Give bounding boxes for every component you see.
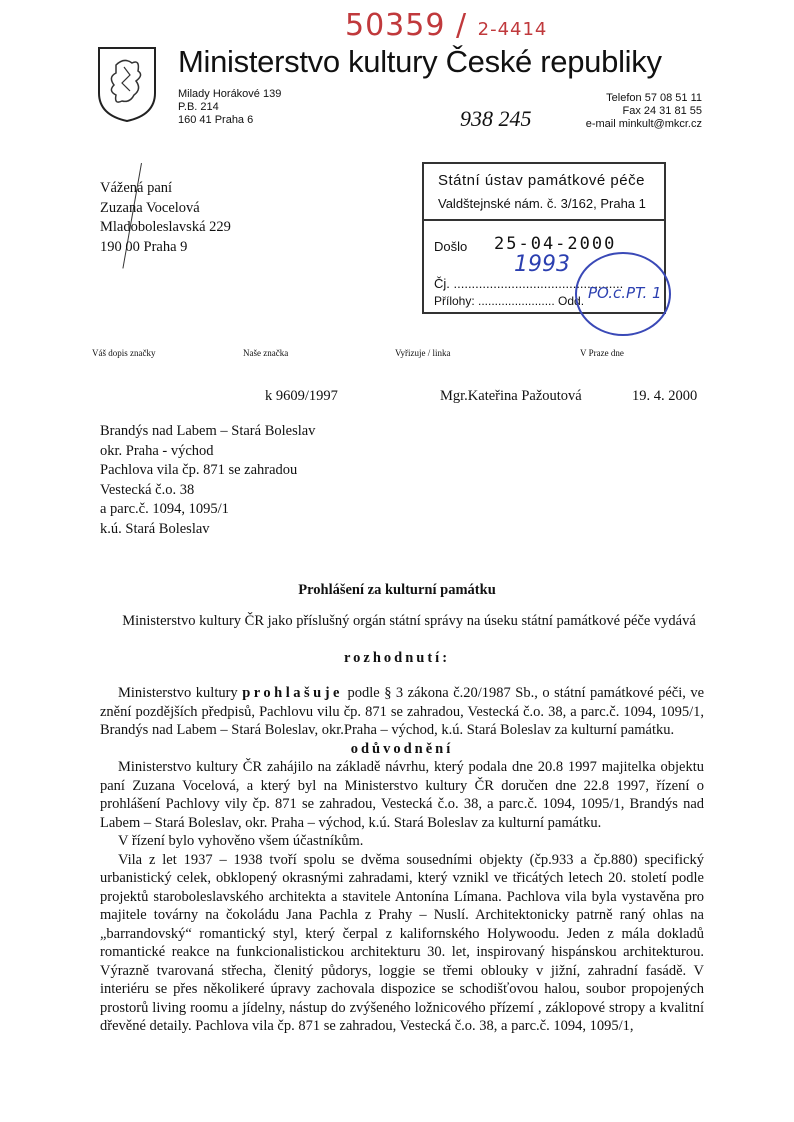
stamp-number: 1993 — [514, 252, 570, 277]
handwritten-annotation: PO.c.PT. 1 — [588, 284, 662, 302]
decision-paragraph: Ministerstvo kultury prohlašuje podle § 3 zákona č.20/1987 Sb., o státní památkové péči, ve znění pozdějších předpisů, Pachlovu vilu čp. 871 se zahradou, Vestecká č.o. 38, a parc.č. 1094, 1095/1, Brandýs nad Labem – Stará Boleslav, okr.Praha – východ, k.ú. Stará Boleslav za kulturní památku. — [100, 685, 705, 738]
stamp-date: 25-04-2000 — [494, 234, 617, 254]
label-our-ref: Naše značka — [243, 348, 289, 358]
our-ref-value: k 9609/1997 — [265, 388, 338, 404]
stamp-attachments: Přílohy: ....................... Odd. — [434, 294, 585, 308]
handwritten-number: 938 245 — [460, 106, 532, 131]
handled-by-value: Mgr.Kateřina Pažoutová — [440, 388, 582, 404]
decision-heading: rozhodnutí: — [343, 650, 451, 666]
subject-block: Brandýs nad Labem – Stará Boleslav okr. Praha - východ Pachlova vila čp. 871 se zahradou Vestecká č.o. 38 a parc.č. 1094, 1095/1 k.ú. Stará Boleslav — [100, 423, 316, 537]
state-emblem — [96, 45, 158, 123]
label-your-letter: Váš dopis značky — [92, 348, 156, 358]
label-handled-by: Vyřizuje / linka — [395, 348, 451, 358]
stamp-received-label: Došlo — [434, 239, 468, 254]
ministry-address: Milady Horákové 139 P.B. 214 160 41 Praha 6 — [178, 88, 282, 126]
paragraph: Ministerstvo kultury ČR zahájilo na základě návrhu, který podala dne 20.8 1997 majitelka objektu paní Zuzana Vocelová, a který byl na Ministerstvo kultury ČR doručen dne 22.8 1997, řízení o prohlášení Pachlovy vily čp. 871 se zahradou, Vestecká č.o. 38, a parc.č. 1094, 1095/1, Brandýs nad Labem – Stará Boleslav, okr. Praha – východ, k.ú. Stará Boleslav za kulturní památku. — [100, 759, 704, 831]
document-body — [100, 684, 704, 1036]
handwritten-reference: 50359 / 2-4414 — [345, 8, 548, 43]
stamp-cj: Čj. ............................................... — [434, 276, 624, 291]
stamp-address: Valdštejnské nám. č. 3/162, Praha 1 — [438, 196, 646, 211]
date-value: 19. 4. 2000 — [632, 388, 698, 404]
document-title: Prohlášení za kulturní památku — [298, 582, 496, 598]
paragraph: Vila z let 1937 – 1938 tvoří spolu se dvěma sousedními objekty (čp.933 a čp.880) specifický urbanistický celek, obklopený okrasnými zahradami, který vznikl ve třicátých letech 20. století podle projektů staroboleslavského architekta a stavitele Antonína Límana. Pachlova vila byla vystavěna pro majitele továrny na čokoládu Jana Pachla z Prahy – Nuslí. Architektonicky patrně raný ohlas na „barrandovský“ romantický styl, který čerpal z kalifornského Holywoodu. Jeden z mála dokladů romantické reakce na funkcionalistickou architekturu 30. let, inspirovaný hispánskou architekturou. Výrazně tvarovaná střecha, členitý půdorys, loggie se třemi oblouky v jižní, zahradní fasádě. V interiéru se přes několikeré úpravy zachovala dispozice se schodišťovou halou, soubor propojených prostorů living roomu a jídelny, nástup do zvýšeného ložnicového přízemí , záklopové stropy a kvalitní dřevěné detaily. Pachlova vila čp. 871 se zahradou, Vestecká č.o. 38, a parc.č. 1094, 1095/1, — [100, 851, 704, 1034]
reasoning-heading: odůvodnění — [350, 740, 454, 757]
ministry-name: Ministerstvo kultury České republiky — [178, 44, 662, 79]
ministry-contact: Telefon 57 08 51 11 Fax 24 31 81 55 e-mail minkult@mkcr.cz — [585, 92, 702, 130]
paragraph: V řízení bylo vyhověno všem účastníkům. — [118, 833, 364, 849]
stamp-title: Státní ústav památkové péče — [438, 172, 645, 189]
label-date: V Praze dne — [580, 348, 624, 358]
intro-line: Ministerstvo kultury ČR jako příslušný orgán státní správy na úseku státní památkové péče vydává — [122, 613, 696, 629]
recipient-address: Vážená paní Zuzana Vocelová Mladoboleslavská 229 190 00 Praha 9 — [100, 180, 231, 255]
